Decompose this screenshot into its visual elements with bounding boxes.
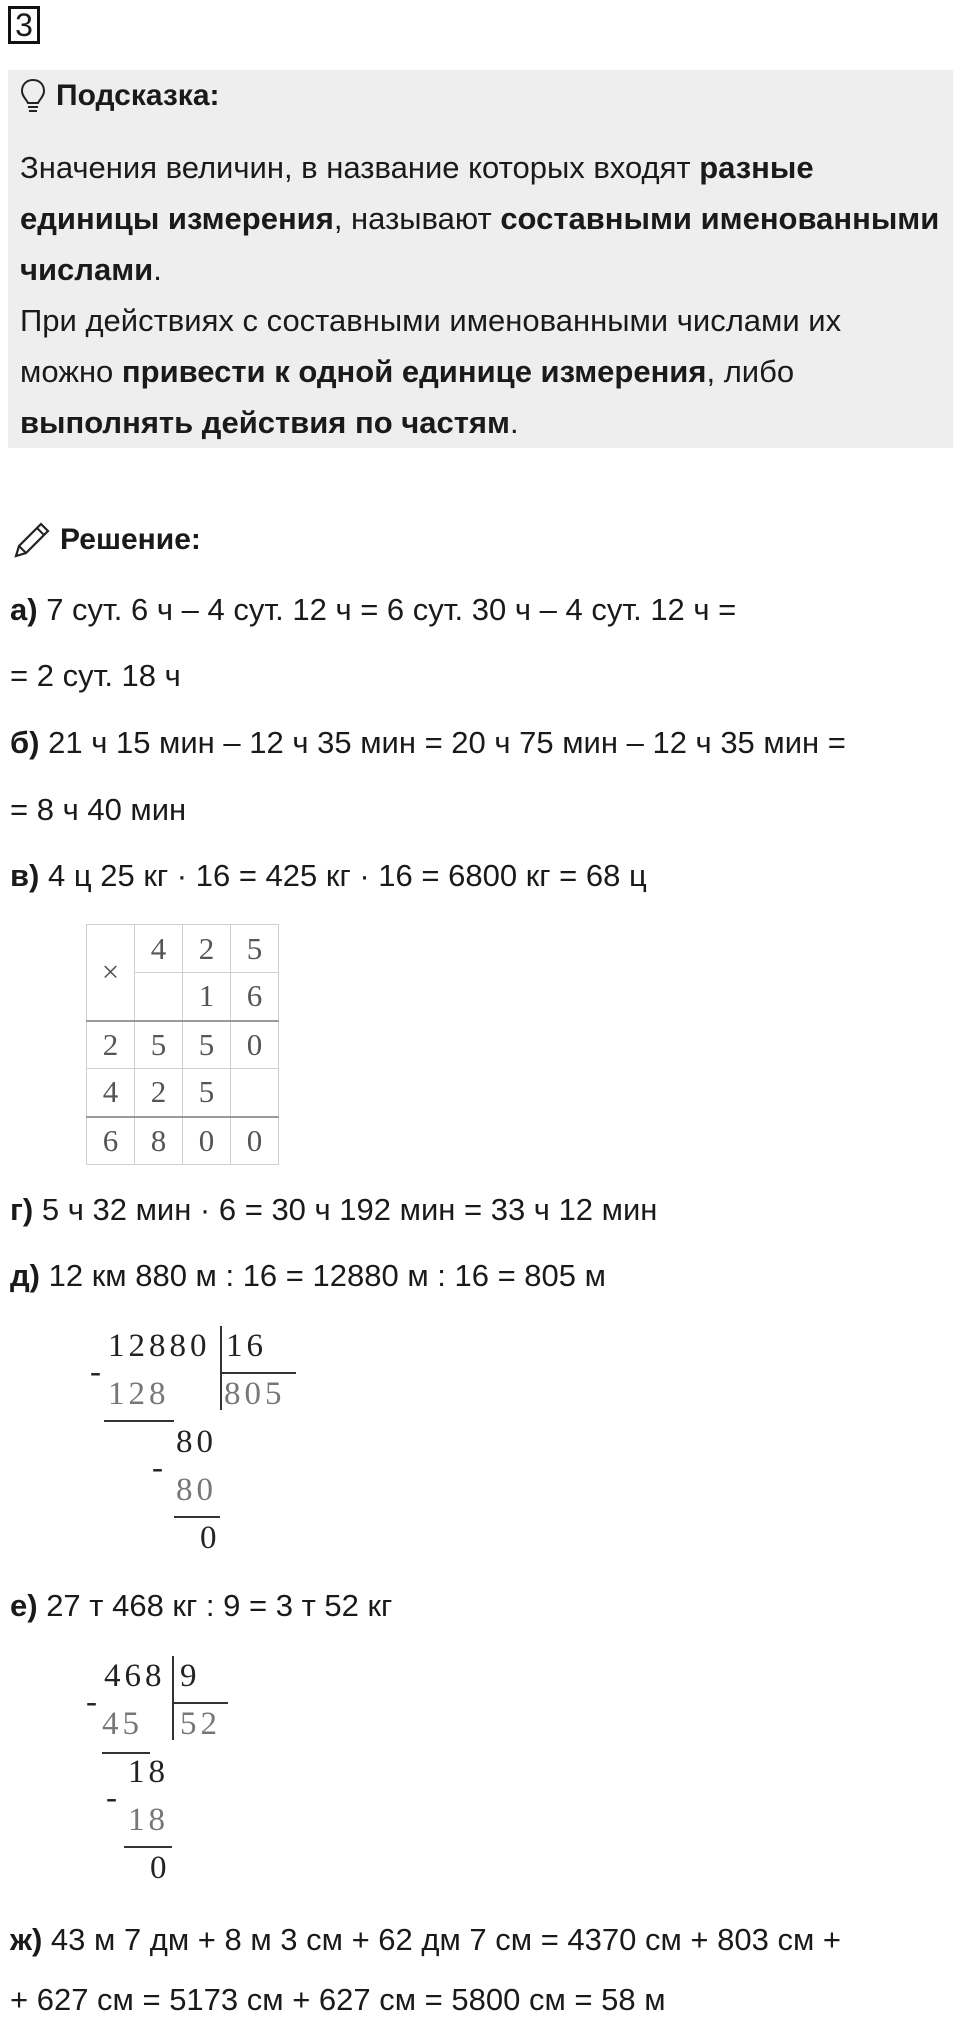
div1-minus-1: - [90, 1354, 105, 1390]
task-number: 3 [8, 6, 40, 44]
pencil-icon [10, 518, 54, 562]
div2-line-2 [124, 1846, 172, 1848]
line-zh2: + 627 см = 5173 см + 627 см = 5800 см = 58 м [10, 1982, 666, 2017]
div2-sub1: 45 [102, 1706, 143, 1742]
line-d1: д) 12 км 880 м : 16 = 12880 м : 16 = 805 м [10, 1258, 606, 1293]
div2-vertical-line [172, 1656, 174, 1740]
div1-rem2: 0 [200, 1520, 221, 1556]
line-a2: = 2 сут. 18 ч [10, 658, 181, 693]
div1-sub2: 80 [176, 1472, 217, 1508]
div2-sub2: 18 [128, 1802, 169, 1838]
multiplication-table: × 4 2 5 1 6 2 5 5 0 4 2 5 6 8 0 0 [86, 924, 279, 1165]
line-b1: б) 21 ч 15 мин – 12 ч 35 мин = 20 ч 75 мин – 12 ч 35 мин = [10, 725, 846, 760]
hint-title-text: Подсказка: [56, 79, 220, 112]
div2-dividend: 468 [104, 1658, 166, 1694]
line-zh1: ж) 43 м 7 дм + 8 м 3 см + 62 дм 7 см = 4370 см + 803 см + [10, 1922, 841, 1957]
div1-quotient: 805 [224, 1376, 286, 1412]
solution-title [10, 518, 201, 562]
line-g1: г) 5 ч 32 мин · 6 = 30 ч 192 мин = 33 ч 12 мин [10, 1192, 658, 1227]
line-v1: в) 4 ц 25 кг · 16 = 425 кг · 16 = 6800 кг = 68 ц [10, 858, 647, 893]
div1-rem1: 80 [176, 1424, 217, 1460]
mult-sign: × [87, 925, 135, 1021]
div2-quotient: 52 [180, 1706, 221, 1742]
lightbulb-icon [20, 78, 46, 114]
div1-line-1 [104, 1420, 174, 1422]
div2-divisor: 9 [180, 1658, 201, 1694]
div1-dividend: 12880 [108, 1328, 211, 1364]
div1-line-2 [174, 1516, 220, 1518]
div2-rem1: 18 [128, 1754, 169, 1790]
solution-title-text: Решение: [60, 523, 201, 556]
div1-vertical-line [220, 1326, 222, 1410]
div1-minus-2: - [152, 1450, 167, 1486]
line-b2: = 8 ч 40 мин [10, 792, 187, 827]
div2-divisor-line [174, 1702, 228, 1704]
line-e1: е) 27 т 468 кг : 9 = 3 т 52 кг [10, 1588, 393, 1623]
line-a1: а) 7 сут. 6 ч – 4 сут. 12 ч = 6 сут. 30 ч – 4 сут. 12 ч = [10, 592, 737, 627]
div2-minus-1: - [86, 1684, 101, 1720]
hint-text: Значения величин, в название которых входят разные единицы измерения, называют составными именованными числами. При действиях с составными именованными числами их можно привести к одной единице измерения, либо выполнять действия по частям. [20, 150, 940, 440]
div2-minus-2: - [106, 1780, 121, 1816]
div1-divisor-line [222, 1372, 296, 1374]
div2-rem2: 0 [150, 1850, 171, 1886]
hint-title [20, 78, 220, 114]
div1-sub1: 128 [108, 1376, 170, 1412]
div1-divisor: 16 [226, 1328, 267, 1364]
